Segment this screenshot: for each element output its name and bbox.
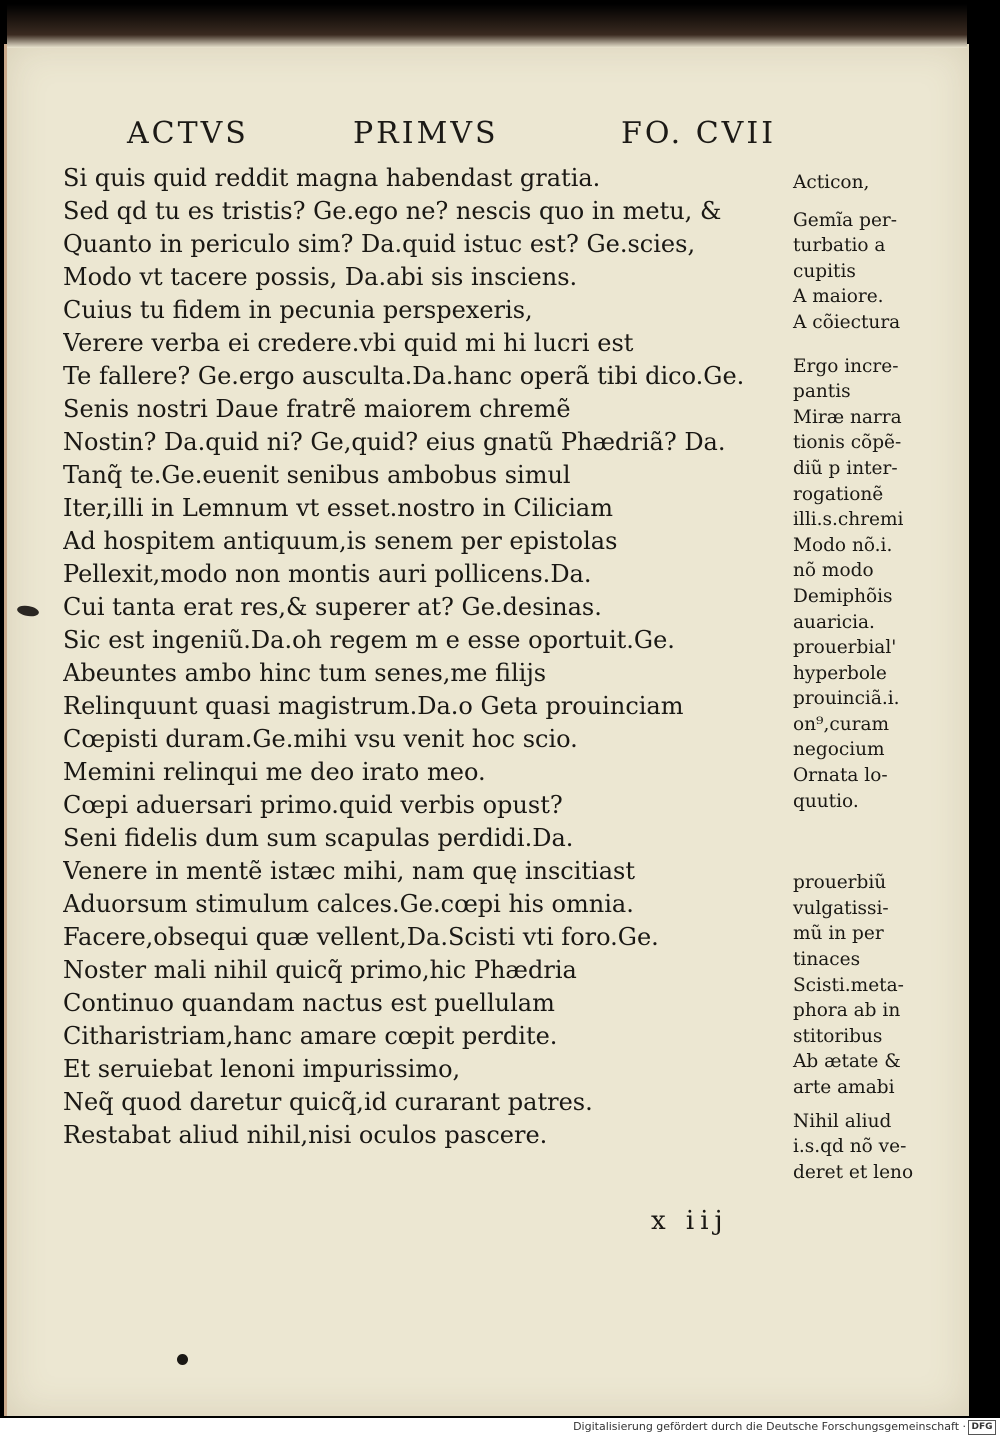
margin-note: cupitis xyxy=(793,260,856,282)
verse-line: Si quis quid reddit magna habendast gratia. xyxy=(63,164,601,192)
verse-line: Memini relinqui me deo irato meo. xyxy=(63,758,486,786)
margin-note: stitoribus xyxy=(793,1025,883,1047)
margin-note: Modo nõ.i. xyxy=(793,534,893,556)
digitization-credit: Digitalisierung gefördert durch die Deutsche Forschungsgemeinschaft · xyxy=(573,1420,966,1433)
verse-line: Pellexit,modo non montis auri pollicens.Da. xyxy=(63,560,592,588)
margin-note: A cõiectura xyxy=(793,311,901,333)
verse-line: Tanq̃ te.Ge.euenit senibus ambobus simul xyxy=(63,461,571,489)
book-page xyxy=(4,44,969,1416)
margin-note: nõ modo xyxy=(793,560,874,582)
verse-line: Sed qd tu es tristis? Ge.ego ne? nescis quo in metu, & xyxy=(63,197,722,225)
verse-line: Te fallere? Ge.ergo ausculta.Da.hanc operã tibi dico.Ge. xyxy=(63,362,745,390)
margin-note: turbatio a xyxy=(793,235,886,257)
margin-note: on⁹,curam xyxy=(793,713,890,735)
margin-note: mũ in per xyxy=(793,923,884,945)
verse-line: Modo vt tacere possis, Da.abi sis insciens. xyxy=(63,263,578,291)
margin-note: Scisti.meta- xyxy=(793,974,904,996)
verse-line: Senis nostri Daue fratrẽ maiorem chremẽ xyxy=(63,395,571,423)
verse-line: Quanto in periculo sim? Da.quid istuc est? Ge.scies, xyxy=(63,230,696,258)
dfg-logo: DFG xyxy=(968,1420,996,1435)
margin-note: arte amabi xyxy=(793,1077,895,1098)
margin-note: illi.s.chremi xyxy=(793,509,904,531)
margin-note: Ergo incre- xyxy=(793,355,899,377)
running-head-left: ACTVS xyxy=(127,116,249,151)
signature-mark: x iij xyxy=(651,1206,729,1236)
margin-note: diũ p inter- xyxy=(793,457,898,479)
folio-number: FO. CVII xyxy=(621,116,777,151)
verse-line: Verere verba ei credere.vbi quid mi hi lucri est xyxy=(63,329,634,357)
margin-note: tinaces xyxy=(793,949,861,971)
margin-note: phora ab in xyxy=(793,1000,901,1022)
margin-note: prouerbiũ xyxy=(793,872,887,894)
margin-note: Miræ narra xyxy=(793,406,902,428)
verse-line: Iter,illi in Lemnum vt esset.nostro in Ciliciam xyxy=(63,494,613,522)
running-head-middle: PRIMVS xyxy=(353,116,499,151)
verse-line: Relinquunt quasi magistrum.Da.o Geta prouinciam xyxy=(63,692,684,720)
margin-note: Demiphõis xyxy=(793,585,893,607)
verse-line: Seni fidelis dum sum scapulas perdidi.Da. xyxy=(63,824,574,852)
margin-note: i.s.qd nõ ve- xyxy=(793,1136,907,1158)
margin-note: vulgatissi- xyxy=(793,897,889,919)
verse-line: Venere in mentẽ istæc mihi, nam quę inscitiast xyxy=(63,857,636,885)
margin-note: A maiore. xyxy=(793,286,884,308)
margin-note: Ab ætate & xyxy=(793,1051,901,1073)
margin-note: deret et leno xyxy=(793,1161,914,1183)
verse-line: Sic est ingeniũ.Da.oh regem m e esse oportuit.Ge. xyxy=(63,626,675,654)
margin-note: hyperbole xyxy=(793,662,887,684)
margin-note: Nihil aliud xyxy=(793,1110,892,1132)
margin-note: tionis cõpẽ- xyxy=(793,432,902,454)
margin-note: Ornata lo- xyxy=(793,765,888,787)
verse-line: Citharistriam,hanc amare cœpit perdite. xyxy=(63,1022,558,1050)
ink-dot xyxy=(177,1354,188,1365)
margin-note: auaricia. xyxy=(793,611,875,633)
verse-line: Nostin? Da.quid ni? Ge,quid? eius gnatũ Phædriã? Da. xyxy=(63,428,726,456)
margin-note: rogationẽ xyxy=(793,483,884,505)
verse-text xyxy=(63,162,783,1152)
verse-line: Cœpisti duram.Ge.mihi vsu venit hoc scio. xyxy=(63,725,578,753)
page-top-edge xyxy=(7,4,967,48)
margin-note: Gemĩa per- xyxy=(793,209,897,231)
verse-line: Aduorsum stimulum calces.Ge.cœpi his omnia. xyxy=(63,890,634,918)
margin-note: negocium xyxy=(793,739,885,761)
margin-note: Acticon, xyxy=(793,172,870,193)
margin-note: quutio. xyxy=(793,790,859,812)
verse-line: Abeuntes ambo hinc tum senes,me filijs xyxy=(63,659,547,687)
margin-note: prouinciã.i. xyxy=(793,688,900,710)
verse-line: Restabat aliud nihil,nisi oculos pascere. xyxy=(63,1121,548,1149)
verse-line: Continuo quandam nactus est puellulam xyxy=(63,989,555,1017)
verse-line: Cui tanta erat res,& superer at? Ge.desinas. xyxy=(63,593,602,621)
marginal-notes xyxy=(793,170,963,1185)
verse-line: Noster mali nihil quicq̃ primo,hic Phædria xyxy=(63,956,577,984)
verse-line: Ad hospitem antiquum,is senem per epistolas xyxy=(63,527,618,555)
margin-note: prouerbial' xyxy=(793,637,897,659)
margin-blot xyxy=(16,604,39,618)
verse-line: Neq̃ quod daretur quicq̃,id curarant patres. xyxy=(63,1088,593,1116)
margin-note: pantis xyxy=(793,381,851,403)
verse-line: Cuius tu fidem in pecunia perspexeris, xyxy=(63,296,533,324)
verse-line: Cœpi aduersari primo.quid verbis opust? xyxy=(63,791,563,819)
verse-line: Facere,obsequi quæ vellent,Da.Scisti vti foro.Ge. xyxy=(63,923,659,951)
verse-line: Et seruiebat lenoni impurissimo, xyxy=(63,1055,461,1083)
